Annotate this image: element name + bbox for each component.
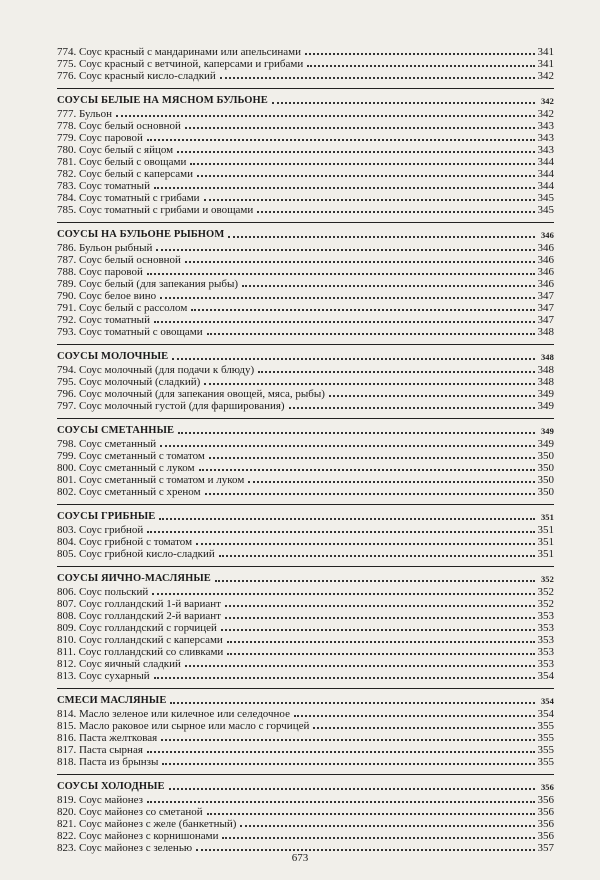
toc-entry-label: 805. Соус грибной кисло-сладкий xyxy=(57,548,215,560)
dot-leader xyxy=(240,825,534,827)
toc-entry-label: 814. Масло зеленое или килечное или селедочное xyxy=(57,708,290,720)
toc-entry xyxy=(57,744,554,756)
dot-leader xyxy=(307,65,534,67)
toc-entry-label: 791. Соус белый с рассолом xyxy=(57,302,188,314)
toc-entry-page: 351 xyxy=(537,524,554,536)
toc-entry xyxy=(57,204,554,216)
toc-entry-label: 806. Соус польский xyxy=(57,586,149,598)
toc-entry-label: 794. Соус молочный (для подачи к блюду) xyxy=(57,364,255,376)
table-of-contents xyxy=(57,46,554,860)
dot-leader xyxy=(154,677,535,679)
toc-entry xyxy=(57,388,554,400)
toc-entry xyxy=(57,720,554,732)
toc-entry-label: 800. Соус сметанный с луком xyxy=(57,462,195,474)
entry-list xyxy=(57,586,554,682)
toc-entry-page: 351 xyxy=(537,536,554,548)
section-heading-title: СОУСЫ СМЕТАННЫЕ xyxy=(57,425,175,436)
toc-section xyxy=(57,688,554,768)
toc-entry-label: 790. Соус белое вино xyxy=(57,290,157,302)
section-heading-page: 352 xyxy=(540,574,554,584)
entry-list xyxy=(57,708,554,768)
dot-leader xyxy=(196,849,534,851)
dot-leader xyxy=(147,273,535,275)
toc-section xyxy=(57,222,554,338)
toc-entry-page: 353 xyxy=(537,634,554,646)
entry-list xyxy=(57,438,554,498)
toc-entry-label: 781. Соус белый с овощами xyxy=(57,156,187,168)
toc-entry xyxy=(57,524,554,536)
dot-leader xyxy=(169,788,535,790)
toc-entry-label: 813. Соус сухарный xyxy=(57,670,150,682)
dot-leader xyxy=(147,139,535,141)
dot-leader xyxy=(191,309,534,311)
section-heading-page: 349 xyxy=(540,426,554,436)
toc-entry-label: 807. Соус голландский 1-й вариант xyxy=(57,598,221,610)
toc-entry-label: 811. Соус голландский со сливками xyxy=(57,646,224,658)
toc-entry-label: 784. Соус томатный с грибами xyxy=(57,192,200,204)
dot-leader xyxy=(221,629,535,631)
dot-leader xyxy=(248,481,534,483)
dot-leader xyxy=(161,739,534,741)
toc-entry-label: 777. Бульон xyxy=(57,108,112,120)
toc-entry-page: 342 xyxy=(537,70,554,82)
section-heading-title: СОУСЫ НА БУЛЬОНЕ РЫБНОМ xyxy=(57,229,225,240)
section-heading xyxy=(57,573,554,585)
dot-leader xyxy=(160,445,534,447)
section-heading-page: 342 xyxy=(540,96,554,106)
toc-entry-label: 809. Соус голландский с горчицей xyxy=(57,622,217,634)
toc-entry xyxy=(57,756,554,768)
toc-entry xyxy=(57,302,554,314)
toc-entry-label: 818. Паста из брынзы xyxy=(57,756,159,768)
toc-entry-page: 349 xyxy=(537,400,554,412)
toc-entry xyxy=(57,278,554,290)
toc-entry-label: 801. Соус сметанный с томатом и луком xyxy=(57,474,245,486)
toc-entry xyxy=(57,314,554,326)
toc-entry-page: 346 xyxy=(537,242,554,254)
toc-entry-page: 341 xyxy=(537,58,554,70)
toc-entry-label: 823. Соус майонез с зеленью xyxy=(57,842,193,854)
toc-entry-page: 353 xyxy=(537,646,554,658)
toc-entry-label: 788. Соус паровой xyxy=(57,266,143,278)
toc-entry-label: 810. Соус голландский с каперсами xyxy=(57,634,223,646)
dot-leader xyxy=(222,837,534,839)
dot-leader xyxy=(170,702,535,704)
toc-entry xyxy=(57,326,554,338)
section-heading-title: СОУСЫ МОЛОЧНЫЕ xyxy=(57,351,169,362)
section-heading xyxy=(57,351,554,363)
toc-entry xyxy=(57,108,554,120)
toc-entry-page: 344 xyxy=(537,156,554,168)
toc-entry xyxy=(57,450,554,462)
dot-leader xyxy=(152,593,534,595)
dot-leader xyxy=(185,127,535,129)
section-heading xyxy=(57,695,554,707)
toc-entry-page: 345 xyxy=(537,192,554,204)
toc-entry xyxy=(57,610,554,622)
toc-entry-page: 350 xyxy=(537,462,554,474)
toc-entry xyxy=(57,438,554,450)
entry-list xyxy=(57,364,554,412)
dot-leader xyxy=(116,115,535,117)
entry-list xyxy=(57,46,554,82)
dot-leader xyxy=(209,457,535,459)
toc-entry xyxy=(57,254,554,266)
toc-entry-page: 350 xyxy=(537,474,554,486)
dot-leader xyxy=(257,211,534,213)
toc-entry xyxy=(57,120,554,132)
toc-entry xyxy=(57,364,554,376)
toc-entry-page: 345 xyxy=(537,204,554,216)
toc-entry-page: 355 xyxy=(537,756,554,768)
toc-entry xyxy=(57,156,554,168)
toc-entry xyxy=(57,474,554,486)
toc-entry-page: 351 xyxy=(537,548,554,560)
toc-entry xyxy=(57,266,554,278)
dot-leader xyxy=(154,321,535,323)
toc-entry xyxy=(57,794,554,806)
dot-leader xyxy=(258,371,534,373)
toc-entry-page: 353 xyxy=(537,610,554,622)
dot-leader xyxy=(147,751,535,753)
toc-entry-page: 354 xyxy=(537,670,554,682)
toc-entry-label: 822. Соус майонез с корнишонами xyxy=(57,830,219,842)
toc-entry-page: 355 xyxy=(537,720,554,732)
entry-list xyxy=(57,242,554,338)
toc-entry xyxy=(57,180,554,192)
toc-entry-label: 803. Соус грибной xyxy=(57,524,144,536)
dot-leader xyxy=(294,715,535,717)
toc-section xyxy=(57,418,554,498)
section-heading-title: СОУСЫ БЕЛЫЕ НА МЯСНОМ БУЛЬОНЕ xyxy=(57,95,268,106)
toc-entry xyxy=(57,586,554,598)
toc-entry-page: 357 xyxy=(537,842,554,854)
toc-entry xyxy=(57,46,554,58)
toc-entry-label: 793. Соус томатный с овощами xyxy=(57,326,203,338)
dot-leader xyxy=(160,297,534,299)
dot-leader xyxy=(207,333,535,335)
dot-leader xyxy=(190,163,534,165)
dot-leader xyxy=(272,102,535,104)
toc-entry-page: 355 xyxy=(537,744,554,756)
dot-leader xyxy=(220,77,535,79)
section-heading-page: 356 xyxy=(540,782,554,792)
dot-leader xyxy=(313,727,534,729)
section-heading xyxy=(57,95,554,107)
dot-leader xyxy=(156,249,534,251)
toc-entry-page: 341 xyxy=(537,46,554,58)
toc-section xyxy=(57,46,554,82)
dot-leader xyxy=(197,175,535,177)
section-heading-page: 354 xyxy=(540,696,554,706)
toc-entry-label: 808. Соус голландский 2-й вариант xyxy=(57,610,221,622)
toc-entry-page: 356 xyxy=(537,794,554,806)
toc-entry-page: 352 xyxy=(537,598,554,610)
toc-entry-page: 343 xyxy=(537,144,554,156)
dot-leader xyxy=(185,261,535,263)
section-heading xyxy=(57,425,554,437)
entry-list xyxy=(57,524,554,560)
toc-entry-page: 347 xyxy=(537,302,554,314)
toc-entry-label: 779. Соус паровой xyxy=(57,132,143,144)
toc-entry xyxy=(57,830,554,842)
toc-section xyxy=(57,504,554,560)
dot-leader xyxy=(227,653,534,655)
toc-entry-label: 783. Соус томатный xyxy=(57,180,150,192)
toc-entry-page: 347 xyxy=(537,290,554,302)
section-heading-title: СОУСЫ ХОЛОДНЫЕ xyxy=(57,781,165,792)
dot-leader xyxy=(225,605,535,607)
dot-leader xyxy=(289,407,535,409)
toc-entry-page: 355 xyxy=(537,732,554,744)
toc-entry xyxy=(57,144,554,156)
dot-leader xyxy=(207,813,535,815)
toc-entry xyxy=(57,806,554,818)
toc-entry xyxy=(57,548,554,560)
toc-entry xyxy=(57,462,554,474)
toc-entry-label: 778. Соус белый основной xyxy=(57,120,181,132)
toc-entry-page: 346 xyxy=(537,266,554,278)
toc-entry xyxy=(57,598,554,610)
toc-entry xyxy=(57,70,554,82)
dot-leader xyxy=(196,543,534,545)
toc-entry xyxy=(57,168,554,180)
dot-leader xyxy=(225,617,535,619)
toc-entry xyxy=(57,536,554,548)
toc-entry-label: 780. Соус белый с яйцом xyxy=(57,144,174,156)
dot-leader xyxy=(159,518,535,520)
toc-entry xyxy=(57,634,554,646)
toc-entry-page: 346 xyxy=(537,254,554,266)
dot-leader xyxy=(227,641,535,643)
toc-entry-page: 342 xyxy=(537,108,554,120)
dot-leader xyxy=(185,665,535,667)
toc-entry-page: 350 xyxy=(537,450,554,462)
toc-entry-page: 356 xyxy=(537,818,554,830)
toc-entry-page: 348 xyxy=(537,364,554,376)
toc-entry-page: 346 xyxy=(537,278,554,290)
dot-leader xyxy=(178,432,535,434)
toc-entry-label: 776. Соус красный кисло-сладкий xyxy=(57,70,216,82)
toc-entry-label: 820. Соус майонез со сметаной xyxy=(57,806,203,818)
toc-entry-label: 792. Соус томатный xyxy=(57,314,150,326)
toc-entry-page: 350 xyxy=(537,486,554,498)
section-heading xyxy=(57,511,554,523)
toc-entry-label: 821. Соус майонез с желе (банкетный) xyxy=(57,818,237,830)
dot-leader xyxy=(172,358,535,360)
toc-entry xyxy=(57,818,554,830)
dot-leader xyxy=(242,285,535,287)
dot-leader xyxy=(199,469,535,471)
toc-entry-page: 352 xyxy=(537,586,554,598)
toc-entry-page: 347 xyxy=(537,314,554,326)
toc-entry-page: 349 xyxy=(537,388,554,400)
toc-entry-label: 795. Соус молочный (сладкий) xyxy=(57,376,201,388)
toc-entry-label: 787. Соус белый основной xyxy=(57,254,181,266)
toc-entry xyxy=(57,400,554,412)
page-number: 673 xyxy=(291,852,309,864)
toc-entry-label: 815. Масло раковое или сырное или масло с горчицей xyxy=(57,720,310,732)
toc-section xyxy=(57,88,554,216)
toc-entry-label: 812. Соус яичный сладкий xyxy=(57,658,181,670)
dot-leader xyxy=(147,801,535,803)
toc-entry-page: 343 xyxy=(537,120,554,132)
toc-entry-label: 816. Паста желтковая xyxy=(57,732,158,744)
entry-list xyxy=(57,794,554,854)
toc-entry-label: 799. Соус сметанный с томатом xyxy=(57,450,205,462)
toc-entry-label: 819. Соус майонез xyxy=(57,794,143,806)
toc-section xyxy=(57,774,554,854)
toc-entry xyxy=(57,658,554,670)
dot-leader xyxy=(305,53,534,55)
toc-entry-page: 348 xyxy=(537,376,554,388)
toc-entry xyxy=(57,486,554,498)
toc-entry-label: 802. Соус сметанный с хреном xyxy=(57,486,201,498)
dot-leader xyxy=(228,236,535,238)
toc-entry xyxy=(57,58,554,70)
toc-entry-label: 817. Паста сырная xyxy=(57,744,143,756)
dot-leader xyxy=(177,151,534,153)
toc-entry-label: 782. Соус белый с каперсами xyxy=(57,168,193,180)
toc-entry-label: 774. Соус красный с мандаринами или апельсинами xyxy=(57,46,302,58)
section-heading-page: 346 xyxy=(540,230,554,240)
section-heading-page: 348 xyxy=(540,352,554,362)
toc-entry-label: 797. Соус молочный густой (для фарширования) xyxy=(57,400,285,412)
section-heading-title: СОУСЫ ЯИЧНО-МАСЛЯНЫЕ xyxy=(57,573,211,584)
dot-leader xyxy=(215,580,535,582)
toc-entry-label: 798. Соус сметанный xyxy=(57,438,157,450)
toc-entry-page: 348 xyxy=(537,326,554,338)
dot-leader xyxy=(204,383,534,385)
toc-entry xyxy=(57,192,554,204)
toc-entry-page: 356 xyxy=(537,806,554,818)
toc-entry-label: 775. Соус красный с ветчиной, каперсами и грибами xyxy=(57,58,304,70)
dot-leader xyxy=(162,763,534,765)
section-heading-title: СМЕСИ МАСЛЯНЫЕ xyxy=(57,695,167,706)
toc-entry-label: 804. Соус грибной с томатом xyxy=(57,536,193,548)
toc-entry-page: 353 xyxy=(537,658,554,670)
toc-entry xyxy=(57,376,554,388)
dot-leader xyxy=(154,187,535,189)
toc-entry-label: 786. Бульон рыбный xyxy=(57,242,153,254)
toc-entry-label: 796. Соус молочный (для запекания овощей, мяса, рыбы) xyxy=(57,388,325,400)
toc-entry-page: 356 xyxy=(537,830,554,842)
dot-leader xyxy=(329,395,535,397)
toc-entry xyxy=(57,622,554,634)
toc-entry-page: 349 xyxy=(537,438,554,450)
dot-leader xyxy=(205,493,535,495)
toc-entry xyxy=(57,670,554,682)
toc-entry xyxy=(57,732,554,744)
toc-entry xyxy=(57,708,554,720)
toc-entry xyxy=(57,646,554,658)
toc-entry-page: 354 xyxy=(537,708,554,720)
toc-entry xyxy=(57,132,554,144)
section-heading-page: 351 xyxy=(540,512,554,522)
toc-entry-label: 785. Соус томатный с грибами и овощами xyxy=(57,204,254,216)
section-heading xyxy=(57,781,554,793)
toc-entry-page: 344 xyxy=(537,180,554,192)
toc-section xyxy=(57,566,554,682)
toc-entry-label: 789. Соус белый (для запекания рыбы) xyxy=(57,278,238,290)
toc-entry xyxy=(57,242,554,254)
toc-entry xyxy=(57,290,554,302)
toc-section xyxy=(57,344,554,412)
section-heading xyxy=(57,229,554,241)
dot-leader xyxy=(204,199,535,201)
section-heading-title: СОУСЫ ГРИБНЫЕ xyxy=(57,511,156,522)
toc-entry-page: 353 xyxy=(537,622,554,634)
entry-list xyxy=(57,108,554,216)
dot-leader xyxy=(147,531,534,533)
toc-entry-page: 343 xyxy=(537,132,554,144)
dot-leader xyxy=(219,555,535,557)
toc-entry-page: 344 xyxy=(537,168,554,180)
